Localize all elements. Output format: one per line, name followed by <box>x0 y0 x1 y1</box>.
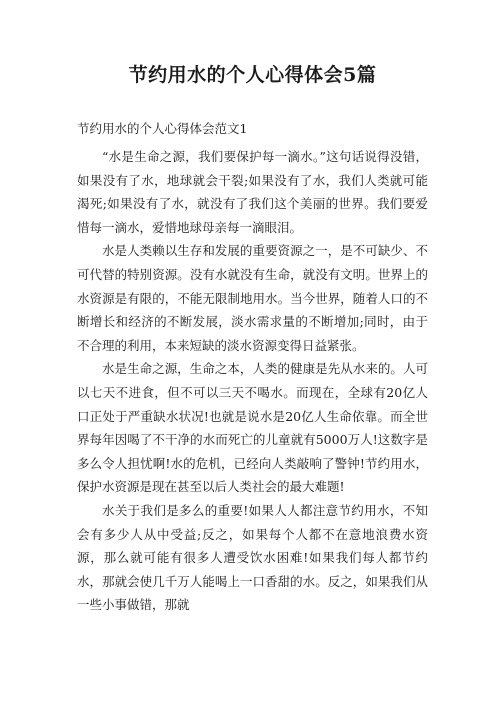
document-title: 节约用水的个人心得体会5篇 <box>128 64 377 86</box>
paragraph-3: 水是生命之源，生命之本，人类的健康是先从水来的。人可以七天不进食，但不可以三天不喝水。而现在，全球有20亿人口正处于严重缺水状况!也就是说水是20亿人生命依靠。而全世界每年因喝了不干净的水而死亡的儿童就有5000万人!这数字是多么令人担忧啊!水的危机，已经向人类敲响了警钟!节约用水，保护水资源是现在甚至以后人类社会的最大难题! <box>77 361 428 495</box>
paragraph-4: 水关于我们是多么的重要!如果人人都注意节约用水，不知会有多少人从中受益;反之，如果每个人都不在意地浪费水资源，那么就可能有很多人遭受饮水困难!如果我们每人都节约水，那就会使几千万人能喝上一口香甜的水。反之，如果我们从一些小事做错，那就 <box>77 502 428 613</box>
document-body <box>77 145 428 617</box>
paragraph-2: 水是人类赖以生存和发展的重要资源之一，是不可缺少、不可代替的特别资源。没有水就没有生命，就没有文明。世界上的水资源是有限的，不能无限制地用水。当今世界，随着人口的不断增长和经济的不断发展，淡水需求量的不断增加;同时，由于不合理的利用，本来短缺的淡水资源变得日益紧张。 <box>77 243 428 353</box>
document-subtitle: 节约用水的个人心得体会范文1 <box>77 121 248 136</box>
paragraph-1: “水是生命之源，我们要保护每一滴水。”这句话说得没错，如果没有了水，地球就会干裂;如果没有了水，我们人类就可能渴死;如果没有了水，就没有了我们这个美丽的世界。我们要爱惜每一滴水，爱惜地球母亲每一滴眼泪。 <box>77 149 428 235</box>
